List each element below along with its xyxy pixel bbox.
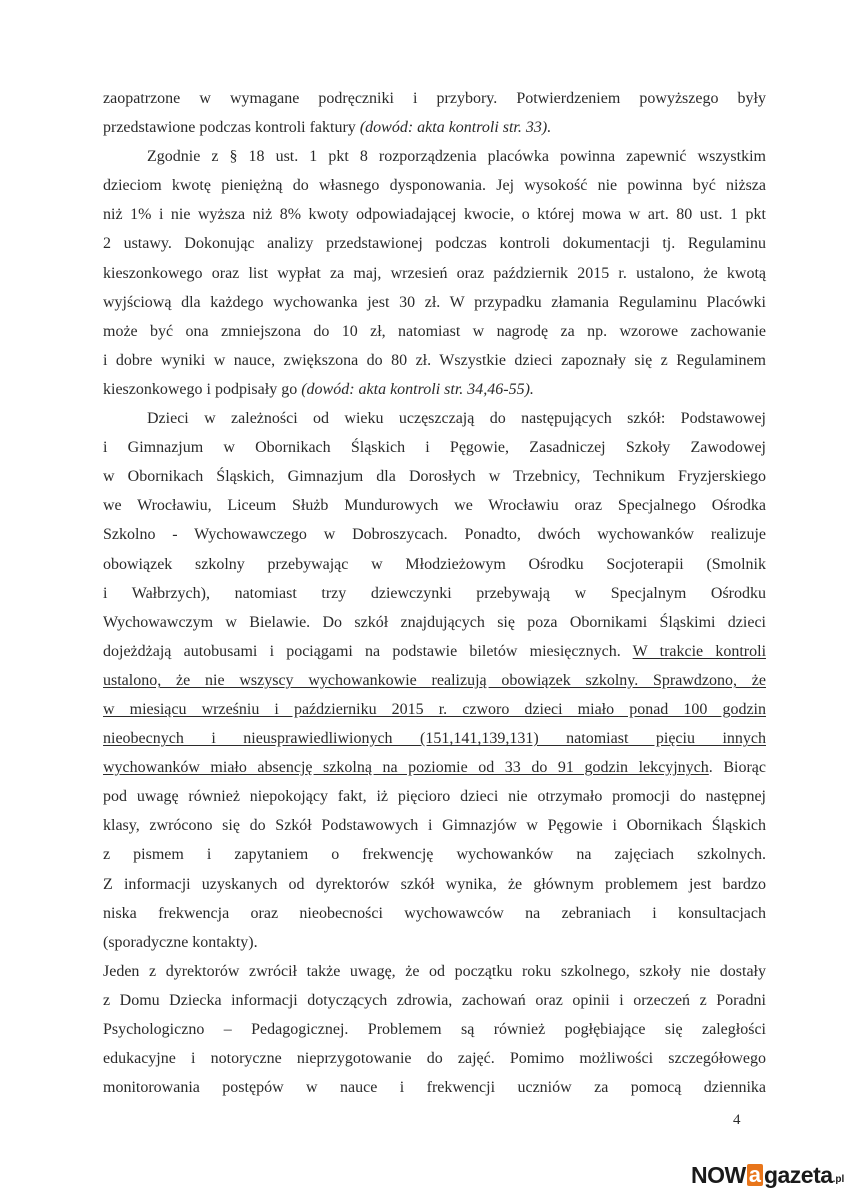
evidence-citation: (dowód: akta kontroli str. 33). [359, 119, 552, 137]
line-text: przedstawione podczas kontroli faktury [103, 119, 360, 137]
text-line [103, 928, 766, 957]
document-body [103, 84, 766, 1102]
line-text: niska frekwencja oraz nieobecności wychowawców na zebraniach i konsultacjach [103, 904, 766, 922]
text-line [103, 724, 766, 753]
text-line [103, 113, 766, 142]
text-line [103, 666, 766, 695]
line-text: klasy, zwrócono się do Szkół Podstawowych i Gimnazjów w Pęgowie i Obornikach Śląskich [103, 817, 766, 835]
text-line [103, 462, 766, 491]
line-text: niż 1% i nie wyższa niż 8% kwoty odpowiadającej kwocie, o której mowa w art. 80 ust. 1 pkt [103, 206, 766, 224]
underlined-text: w miesiącu wrześniu i październiku 2015 r. czworo dzieci miało ponad 100 godzin [103, 700, 766, 718]
text-line [103, 317, 766, 346]
text-line [103, 957, 766, 986]
line-text: wyjściową dla każdego wychowanka jest 30 zł. W przypadku złamania Regulaminu Placówki [103, 293, 766, 311]
text-line [103, 84, 766, 113]
text-line [103, 986, 766, 1015]
underlined-text: wychowanków miało absencję szkolną na poziomie od 33 do 91 godzin lekcyjnych [103, 759, 709, 777]
text-line [103, 259, 766, 288]
text-line [103, 171, 766, 200]
underlined-text: W trakcie kontroli [632, 642, 767, 660]
logo-nowa: NOW [691, 1161, 746, 1188]
text-line [103, 550, 766, 579]
line-text: dojeżdżają autobusami i pociągami na podstawie biletów miesięcznych. [103, 642, 633, 660]
text-line [103, 782, 766, 811]
underlined-text: nieobecnych i nieusprawiedliwionych (151,141,139,131) natomiast pięciu innych [103, 730, 766, 748]
line-text: . Biorąc [708, 759, 767, 777]
line-text: edukacyjne i notoryczne nieprzygotowanie do zajęć. Pomimo możliwości szczegółowego [103, 1050, 766, 1068]
line-text: we Wrocławiu, Liceum Służb Mundurowych we Wrocławiu oraz Specjalnego Ośrodka [103, 497, 766, 515]
line-text: Zgodnie z § 18 ust. 1 pkt 8 rozporządzenia placówka powinna zapewnić wszystkim [147, 148, 766, 166]
line-text: z pismem i zapytaniem o frekwencję wychowanków na zajęciach szkolnych. [103, 846, 766, 864]
text-line [103, 899, 766, 928]
line-text: i Gimnazjum w Obornikach Śląskich i Pęgowie, Zasadniczej Szkoły Zawodowej [103, 439, 766, 457]
line-text: Z informacji uzyskanych od dyrektorów szkół wynika, że głównym problemem jest bardzo [103, 875, 766, 893]
line-text: Szkolno - Wychowawczego w Dobroszycach. Ponadto, dwóch wychowanków realizuje [103, 526, 766, 544]
text-line [103, 404, 766, 433]
text-line [103, 637, 766, 666]
line-text: z Domu Dziecka informacji dotyczących zdrowia, zachowań oraz opinii i orzeczeń z Poradni [103, 991, 766, 1009]
watermark-logo [691, 1162, 844, 1188]
logo-a: a [748, 1162, 761, 1187]
text-line [103, 1015, 766, 1044]
line-text: kieszonkowego i podpisały go [103, 380, 302, 398]
line-text: 2 ustawy. Dokonując analizy przedstawionej podczas kontroli dokumentacji tj. Regulaminu [103, 235, 766, 253]
underlined-text: ustalono, że nie wszyscy wychowankowie realizują obowiązek szkolny. Sprawdzono, że [103, 671, 766, 689]
text-line [103, 811, 766, 840]
line-text: monitorowania postępów w nauce i frekwencji uczniów za pomocą dziennika [103, 1079, 766, 1097]
text-line [103, 229, 766, 258]
line-text: pod uwagę również niepokojący fakt, iż pięcioro dzieci nie otrzymało promocji do następnej [103, 788, 766, 806]
text-line [103, 579, 766, 608]
line-text: obowiązek szkolny przebywając w Młodzieżowym Ośrodku Socjoterapii (Smolnik [103, 555, 766, 573]
line-text: dzieciom kwotę pieniężną do własnego dysponowania. Jej wysokość nie powinna być niższa [103, 177, 766, 195]
text-line [103, 608, 766, 637]
line-text: może być ona zmniejszona do 10 zł, natomiast w nagrodę za np. wzorowe zachowanie [103, 322, 766, 340]
text-line [103, 433, 766, 462]
line-text: kieszonkowego oraz list wypłat za maj, wrzesień oraz październik 2015 r. ustalono, że kwotą [103, 264, 766, 282]
line-text: Jeden z dyrektorów zwrócił także uwagę, że od początku roku szkolnego, szkoły nie dostały [103, 962, 766, 980]
text-line [103, 375, 766, 404]
text-line [103, 870, 766, 899]
text-line [103, 491, 766, 520]
line-text: Psychologiczno – Pedagogicznej. Problemem są również pogłębiające się zaległości [103, 1021, 766, 1038]
logo-gazeta: gazeta [763, 1161, 833, 1188]
text-line [103, 1044, 766, 1073]
line-text: Wychowawczym w Bielawie. Do szkół znajdujących się poza Obornikami Śląskimi dzieci [103, 613, 766, 631]
text-line [103, 695, 766, 724]
line-text: (sporadyczne kontakty). [103, 933, 258, 951]
text-line [103, 346, 766, 375]
line-text: w Obornikach Śląskich, Gimnazjum dla Dorosłych w Trzebnicy, Technikum Fryzjerskiego [103, 468, 766, 486]
text-line [103, 200, 766, 229]
text-line [103, 1073, 766, 1102]
line-text: i Wałbrzych), natomiast trzy dziewczynki przebywają w Specjalnym Ośrodku [103, 584, 766, 602]
text-line [103, 520, 766, 549]
text-line [103, 840, 766, 869]
text-line [103, 288, 766, 317]
logo-pl: .pl [832, 1174, 845, 1185]
line-text: i dobre wyniki w nauce, zwiększona do 80 zł. Wszystkie dzieci zapoznały się z Regulaminem [103, 351, 766, 369]
text-line [103, 142, 766, 171]
page-number: 4 [733, 1112, 741, 1128]
text-line [103, 753, 766, 782]
evidence-citation: (dowód: akta kontroli str. 34,46-55). [301, 380, 534, 398]
line-text: zaopatrzone w wymagane podręczniki i przybory. Potwierdzeniem powyższego były [103, 90, 766, 107]
line-text: Dzieci w zależności od wieku uczęszczają do następujących szkół: Podstawowej [147, 410, 766, 428]
